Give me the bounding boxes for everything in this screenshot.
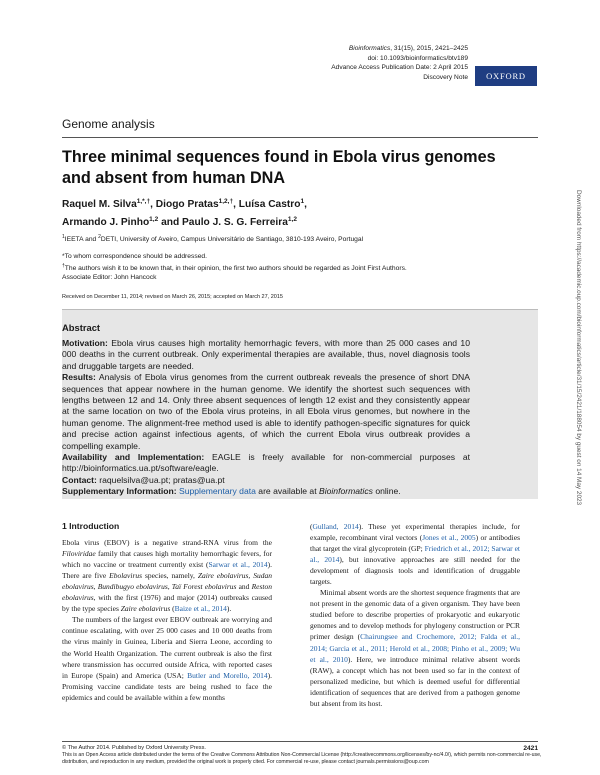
author-affiliation-mark: 1,2 xyxy=(149,216,159,223)
author-list: Raquel M. Silva$^{1,*,\dagger}$, Diogo Pratas$^{1,2,\dagger}$, Luísa Castro$^1$, Armando J. Pinho$^{1,2}$ and Paulo J. S. G. Ferreira$^{1,2}$ xyxy=(62,198,307,228)
author-name: Diogo Pratas xyxy=(155,199,219,210)
author-affiliation-mark: 1,2 xyxy=(287,216,297,223)
supplementary-data-link[interactable]: Supplementary data xyxy=(178,486,256,497)
citation-link[interactable]: Jones et al., 2005 xyxy=(422,533,476,543)
doi[interactable]: doi: 10.1093/bioinformatics/btv189 xyxy=(367,54,468,62)
author-name: Paulo J. S. G. Ferreira xyxy=(182,217,288,228)
author-name: Luísa Castro xyxy=(238,199,301,210)
abstract-heading: Abstract xyxy=(62,322,101,333)
author-affiliation-mark: 1 xyxy=(300,198,305,205)
section-label: Genome analysis xyxy=(62,117,155,131)
citation-link[interactable]: Gulland, 2014 xyxy=(312,522,359,531)
abstract-body: Motivation: Ebola virus causes high mortality hemorrhagic fevers, with more than 25 000 cases and 10 000 deaths in the current outbreak. Only experimental therapies are available, thus, novel diagnosis tools and druggable targets are needed. Results: Analysis of Ebola virus genomes from the current outbreak reveals the presence of short DNA sequences that appear nowhere in the human genome. We identify the shortest such sequences with lengths between 12 and 14. Only three absent sequences of length 12 exist and they consistently appear at the same location on two of the Ebola virus proteins, in all Ebola virus genomes, but nowhere in the human genome. The alignment-free method used is able to identify pathogen-specific signatures for quick and precise action against infectious agents, of which the current Ebola virus outbreak provides a compelling example. Availability and Implementation: EAGLE is freely available for non-commercial purposes at http://bioinformatics.ua.pt/software/eagle. Contact: raquelsilva@ua.pt; pratas@ua.pt Supplementary Information: Supplementary data are available at Bioinformatics online. xyxy=(62,338,470,497)
availability-text[interactable]: EAGLE is freely available for non-commercial purposes at http://bioinformatics.ua.pt/software/eagle. xyxy=(62,452,470,474)
footer-divider xyxy=(62,741,538,742)
download-watermark xyxy=(575,190,583,506)
author-affiliation-mark: 1,*,† xyxy=(136,198,151,205)
citation-link[interactable]: Chairungsee and Crochemore, 2012; Falda et al., 2014; Garcia et al., 2011; Herold et al., 2008; Pinho et al., 2009; Wu et al., 2010 xyxy=(310,632,520,664)
citation-link[interactable]: Sarwar et al., 2014 xyxy=(208,560,268,570)
publisher-logo: OXFORD xyxy=(475,66,537,86)
citation-link[interactable]: Butler and Morello, 2014 xyxy=(187,670,268,680)
article-type: Discovery Note xyxy=(423,73,468,81)
page-number: 2421 xyxy=(523,745,538,752)
associate-editor: Associate Editor: John Hancock xyxy=(62,274,157,282)
paragraph: Minimal absent words are the shortest sequence fragments that are not present in the genomic data of a given organism. They have been studied before to describe properties of prokaryotic and eukaryotic genomes and to develop methods for phylogeny construction or PCR primer design (Chairungsee and Crochemore, 2012; Falda et al., 2014; Garcia et al., 2011; Herold et al., 2008; Pinho et al., 2009; Wu et al., 2010). Here, we introduce minimal relative absent words (RAW), a concept which has not been used so far in the context of personalized medicine, but which is deemed useful for differential identification of sequences that are derived from a pathogen genome but absent from its host. xyxy=(310,588,520,708)
corresponding-note: *To whom correspondence should be addressed. xyxy=(62,253,207,260)
journal-header xyxy=(331,44,468,82)
body-column-right xyxy=(310,521,520,709)
license-notice: This is an Open Access article distributed under the terms of the Creative Commons Attribution Non-Commercial License (http://creativecommons.org/licenses/by-nc/4.0/), which permits non-commercial re-use, distribution, and reproduction in any medium, provided the original work is properly cited. For commercial re-use, please contact journals.permissions@oup.com xyxy=(62,752,542,766)
copyright-notice: © The Author 2014. Published by Oxford University Press. xyxy=(62,745,206,751)
joint-authors-note: †The authors wish it to be known that, in their opinion, the first two authors should be regarded as Joint First Authors. xyxy=(62,262,407,272)
received-dates: Received on December 11, 2014; revised on March 26, 2015; accepted on March 27, 2015 xyxy=(62,294,283,300)
paragraph: (Gulland, 2014). These yet experimental therapies include, for example, recombinant viral vectors (Jones et al., 2005) or antibodies that target the viral glycoprotein (GP; Friedrich et al., 2012; Sarwar et al., 2014), but innovative approaches are still needed for the development of diagnosis tools and identification of druggable targets. xyxy=(310,522,521,587)
paragraph: The numbers of the largest ever EBOV outbreak are worrying and continue escalating, with over 25 000 cases and 10 000 deaths from the virus mainly in Guinea, Liberia and Sierra Leone, according to the World Health Organization. The current outbreak is also the first where transmission has occurred outside Africa, with reported cases in Europe (Spain) and America (USA; Butler and Morello, 2014). Promising vaccine candidate tests are being rushed to face the epidemics and could be available within a few months xyxy=(62,615,272,702)
author-affiliation-mark: 1,2,† xyxy=(218,198,234,205)
section-heading: 1 Introduction xyxy=(62,521,120,531)
affiliations: $^1$IEETA and $^2$DETI, University of Aveiro, Campus Universitário de Santiago, 3810-193 Aveiro, Portugal xyxy=(62,234,364,243)
paragraph: Ebola virus (EBOV) is a negative strand-RNA virus from the Filoviridae family that causes high mortality hemorrhagic fevers, for which no vaccine or treatment currently exist (Sarwar et al., 2014). There are five Ebolavirus species, namely, Zaire ebolavirus, Sudan ebolavirus, Bundibugyo ebolavirus, Taï Forest ebolavirus and Reston ebolavirus, with the first (1976) and major (2014) outbreaks caused by the type species Zaire ebolavirus (Baize et al., 2014). xyxy=(62,538,272,614)
abstract-box xyxy=(62,309,538,499)
article-title: Three minimal sequences found in Ebola virus genomes and absent from human DNA xyxy=(62,148,496,187)
download-note: Downloaded from https://academic.oup.com/bioinformatics/article/31/15/2421/188054 by guest on 14 May 2023 xyxy=(575,190,582,506)
author-name: Raquel M. Silva xyxy=(62,199,137,210)
journal-citation: Bioinformatics, 31(15), 2015, 2421–2425 xyxy=(348,45,468,52)
contact-emails[interactable]: raquelsilva@ua.pt; pratas@ua.pt xyxy=(96,474,225,485)
author-name: Armando J. Pinho xyxy=(62,217,150,228)
citation-link[interactable]: Baize et al., 2014 xyxy=(174,604,227,614)
header-divider xyxy=(62,137,538,138)
advance-access-date: Advance Access Publication Date: 2 April 2015 xyxy=(331,64,468,72)
citation-link[interactable]: Friedrich et al., 2012; Sarwar et al., 2014 xyxy=(310,544,520,565)
author-notes xyxy=(62,252,532,283)
body-column-left xyxy=(62,521,272,703)
